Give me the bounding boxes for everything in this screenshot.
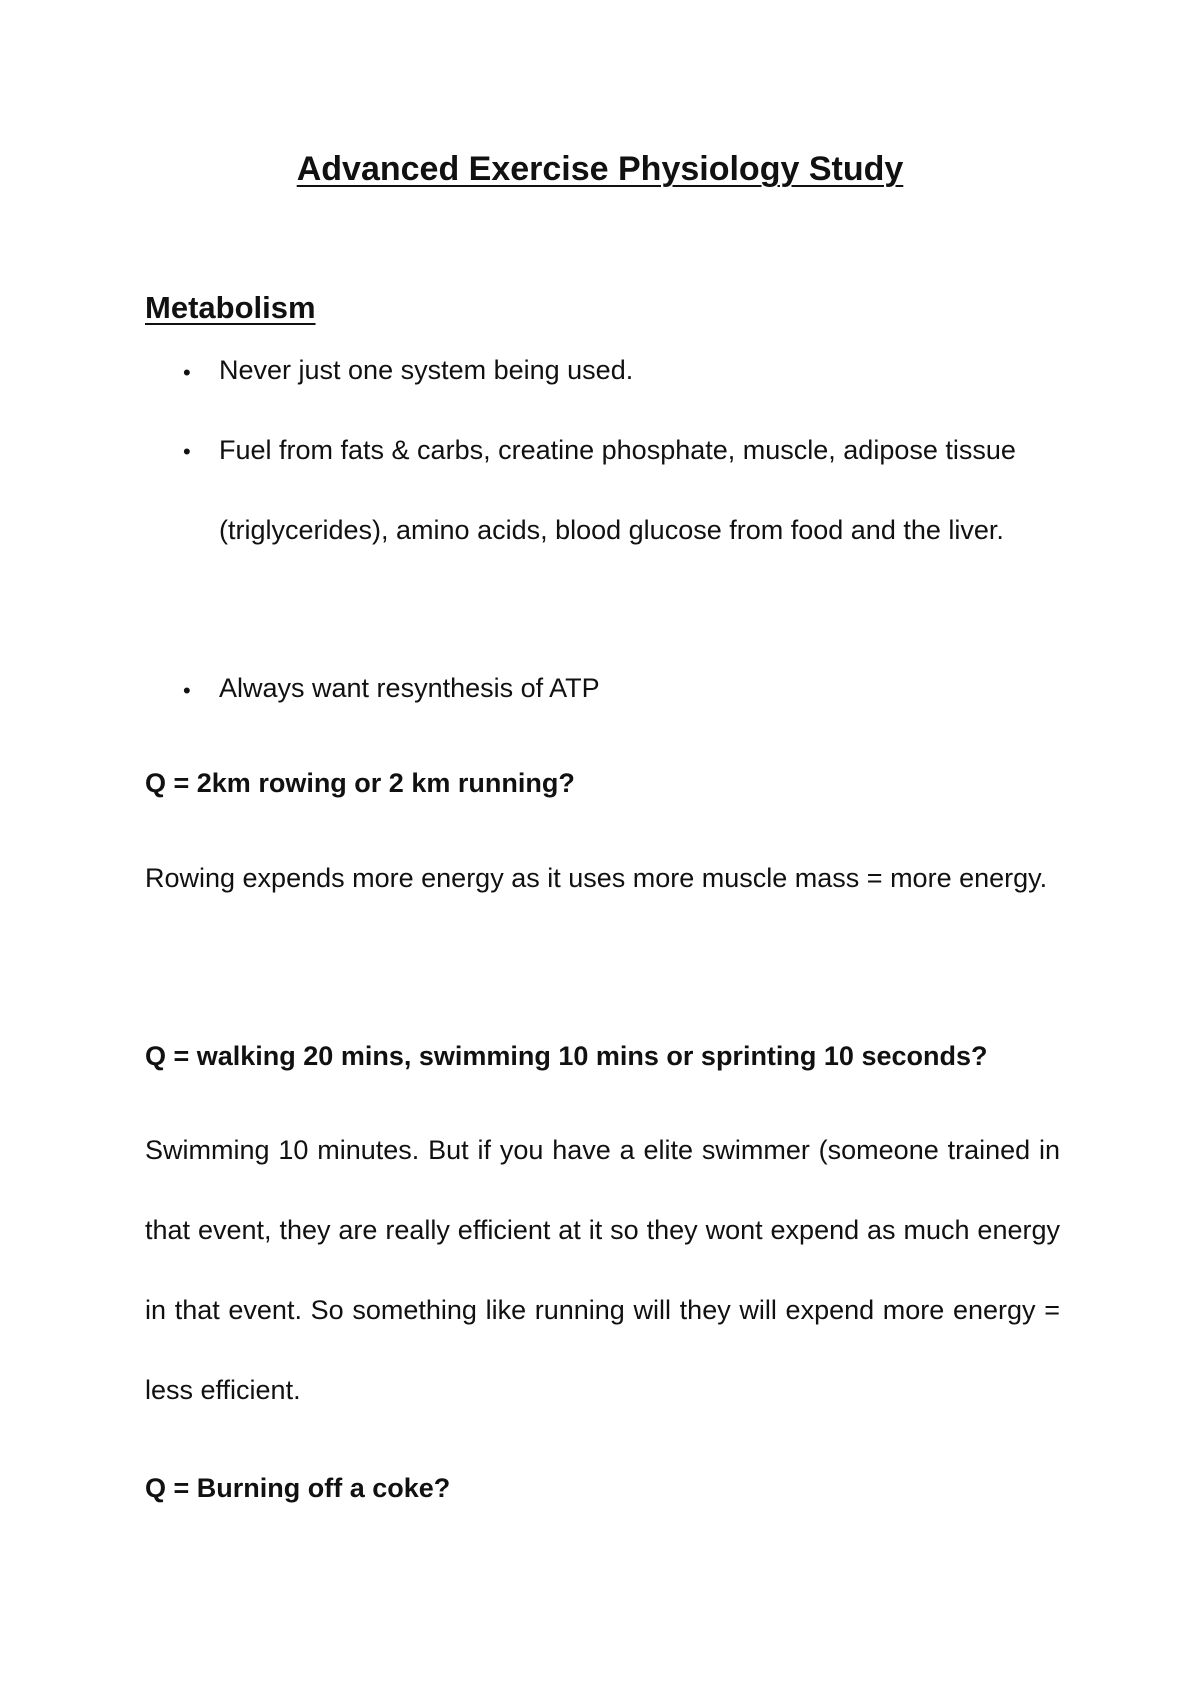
bullet-item-3: Always want resynthesis of ATP [219,673,600,703]
bullet-marker: • [183,360,191,385]
question-1: Q = 2km rowing or 2 km running? [145,768,575,798]
bullet-marker: • [183,439,191,464]
question-2: Q = walking 20 mins, swimming 10 mins or sprinting 10 seconds? [145,1041,988,1071]
page-title: Advanced Exercise Physiology Study [296,150,904,188]
bullet-item-1: Never just one system being used. [219,355,634,385]
section-heading-metabolism: Metabolism [145,290,316,325]
answer-2: Swimming 10 minutes. But if you have a elite swimmer (someone trained in that event, they are really efficient at it so they wont expend as much energy in that event. So something like running will they will expend more energy = less efficient. [145,1135,1060,1405]
answer-1: Rowing expends more energy as it uses more muscle mass = more energy. [145,863,1048,893]
bullet-marker: • [183,678,191,703]
bullet-item-2: Fuel from fats & carbs, creatine phosphate, muscle, adipose tissue (triglycerides), amino acids, blood glucose from food and the liver. [219,435,1016,545]
question-3: Q = Burning off a coke? [145,1473,451,1503]
